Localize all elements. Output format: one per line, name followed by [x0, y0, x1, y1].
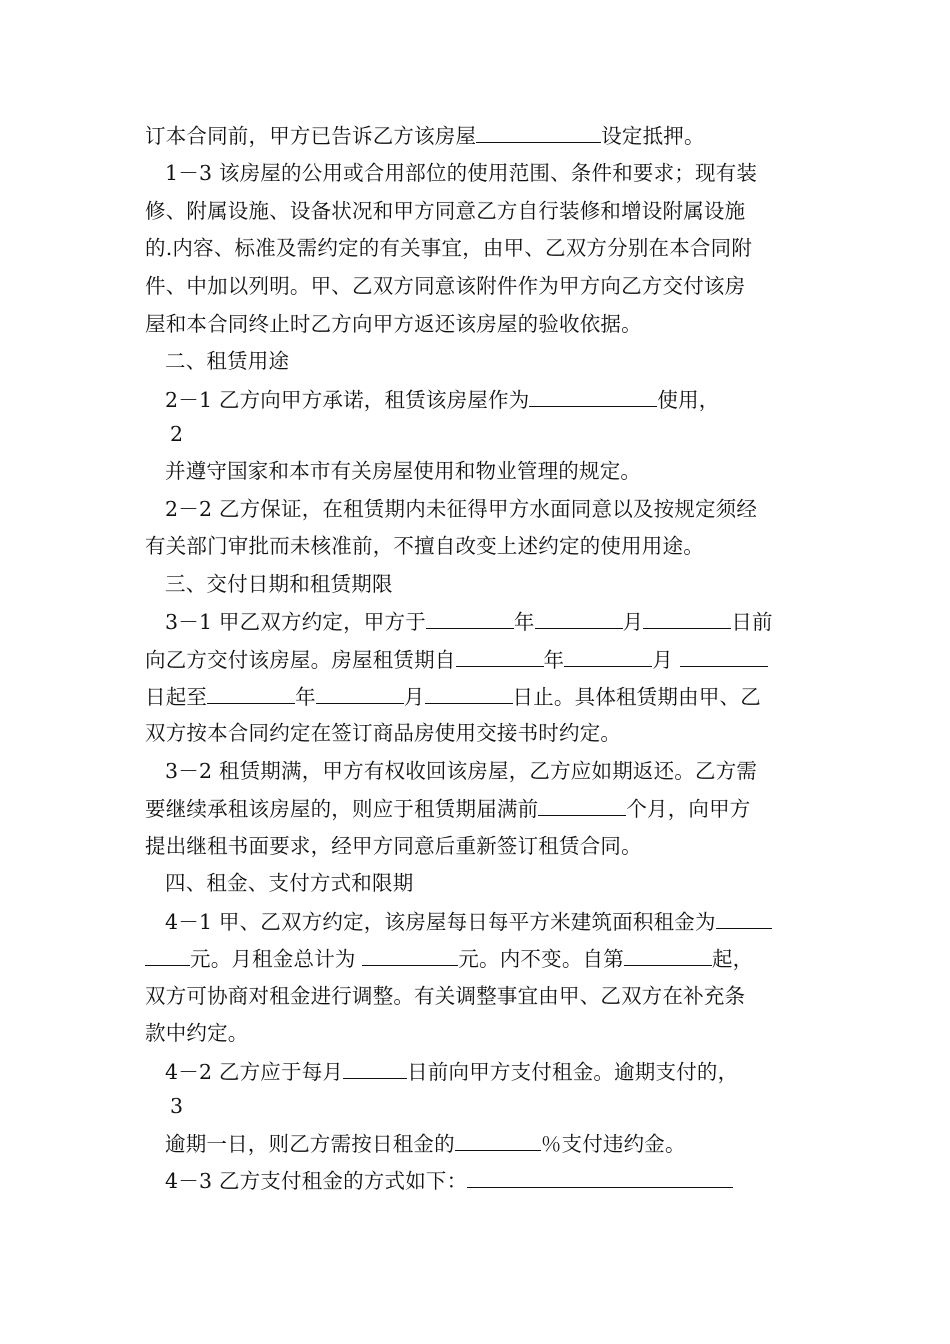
line-text: 使用， — [657, 388, 720, 412]
text-line-18 — [165, 756, 830, 786]
line-text: 月 — [652, 648, 680, 672]
line-text: 2 — [170, 422, 184, 446]
text-line-1 — [145, 120, 810, 151]
fill-in-blank[interactable] — [343, 1056, 407, 1079]
fill-in-blank[interactable] — [316, 681, 404, 704]
text-line-9 — [170, 419, 835, 449]
line-text: 双方按本合同约定在签订商品房使用交接书时约定。 — [145, 721, 622, 745]
text-line-15 — [145, 644, 810, 675]
line-text: ％支付违约金。 — [540, 1132, 686, 1156]
text-line-22 — [165, 906, 830, 937]
line-text: 月 — [622, 610, 644, 634]
text-line-26 — [165, 1056, 830, 1087]
line-text: 二、租赁用途 — [165, 349, 290, 373]
text-line-16 — [145, 681, 810, 712]
text-line-6 — [145, 309, 810, 339]
fill-in-blank[interactable] — [456, 644, 544, 667]
line-text: 设定抵押。 — [601, 124, 705, 148]
line-text: 件、中加以列明。甲、乙双方同意该附件作为甲方向乙方交付该房 — [145, 274, 746, 298]
text-line-7 — [165, 346, 830, 376]
line-text: 起， — [711, 947, 754, 971]
text-line-28 — [165, 1128, 830, 1159]
fill-in-blank[interactable] — [624, 943, 712, 966]
fill-in-blank[interactable] — [716, 906, 772, 929]
fill-in-blank[interactable] — [455, 1128, 541, 1151]
text-line-19 — [145, 793, 810, 824]
text-line-29 — [165, 1165, 830, 1196]
line-text: 4－1 甲、乙双方约定，该房屋每日每平方米建筑面积租金为 — [165, 910, 716, 934]
text-line-27 — [170, 1091, 835, 1121]
line-text: 2－2 乙方保证，在租赁期内未征得甲方水面同意以及按规定须经 — [165, 497, 758, 521]
text-line-2 — [165, 158, 830, 188]
line-text: 日止。具体租赁期由甲、乙 — [512, 685, 761, 709]
line-text: 元。内不变。自第 — [458, 947, 624, 971]
line-text: 并遵守国家和本市有关房屋使用和物业管理的规定。 — [165, 459, 642, 483]
line-text: 有关部门审批而未核准前，不擅自改变上述约定的使用用途。 — [145, 534, 704, 558]
line-text: 个月，向甲方 — [626, 797, 751, 821]
text-line-10 — [165, 456, 830, 486]
line-text: 三、交付日期和租赁期限 — [165, 572, 393, 596]
line-text: 款中约定。 — [145, 1021, 249, 1045]
line-text: 年 — [543, 648, 565, 672]
fill-in-blank[interactable] — [362, 943, 458, 966]
fill-in-blank[interactable] — [467, 1165, 733, 1188]
line-text: 逾期一日，则乙方需按日租金的 — [165, 1132, 455, 1156]
fill-in-blank[interactable] — [207, 681, 295, 704]
text-line-12 — [145, 531, 810, 561]
text-line-17 — [145, 718, 810, 748]
line-text: 3 — [170, 1094, 184, 1118]
line-text: 修、附属设施、设备状况和甲方同意乙方自行装修和增设附属设施 — [145, 199, 746, 223]
line-text: 向乙方交付该房屋。房屋租赁期自 — [145, 648, 456, 672]
line-text: 要继续承租该房屋的，则应于租赁期届满前 — [145, 797, 539, 821]
fill-in-blank[interactable] — [564, 644, 652, 667]
fill-in-blank[interactable] — [680, 644, 768, 667]
line-text: 屋和本合同终止时乙方向甲方返还该房屋的验收依据。 — [145, 312, 642, 336]
fill-in-blank[interactable] — [425, 681, 513, 704]
line-text: 年 — [295, 685, 316, 709]
line-text: 日前向甲方支付租金。逾期支付的， — [407, 1060, 739, 1084]
line-text: 3－2 租赁期满，甲方有权收回该房屋，乙方应如期返还。乙方需 — [165, 759, 758, 783]
line-text: 四、租金、支付方式和限期 — [165, 871, 414, 895]
text-line-11 — [165, 494, 830, 524]
fill-in-blank[interactable] — [426, 606, 514, 629]
line-text: 1－3 该房屋的公用或合用部位的使用范围、条件和要求；现有装 — [165, 161, 758, 185]
fill-in-blank[interactable] — [145, 943, 190, 966]
text-line-8 — [165, 384, 830, 415]
line-text: 的.内容、标准及需约定的有关事宜，由甲、乙双方分别在本合同附 — [145, 236, 753, 260]
text-line-21 — [165, 868, 830, 898]
line-text: 2－1 乙方向甲方承诺，租赁该房屋作为 — [165, 388, 530, 412]
text-line-5 — [145, 271, 810, 301]
fill-in-blank[interactable] — [643, 606, 731, 629]
line-text: 年 — [513, 610, 535, 634]
text-line-25 — [145, 1018, 810, 1048]
fill-in-blank[interactable] — [538, 793, 626, 816]
line-text: 双方可协商对租金进行调整。有关调整事宜由甲、乙双方在补充条 — [145, 984, 746, 1008]
text-line-3 — [145, 196, 810, 226]
text-line-24 — [145, 981, 810, 1011]
text-line-23 — [145, 943, 810, 974]
line-text: 日起至 — [145, 685, 208, 709]
line-text: 4－3 乙方支付租金的方式如下： — [165, 1169, 468, 1193]
line-text: 元。月租金总计为 — [190, 947, 363, 971]
line-text: 日前 — [731, 610, 773, 634]
line-text: 4－2 乙方应于每月 — [165, 1060, 344, 1084]
line-text: 订本合同前，甲方已告诉乙方该房屋 — [145, 124, 477, 148]
text-line-20 — [145, 831, 810, 861]
text-line-14 — [165, 606, 830, 637]
text-line-13 — [165, 569, 830, 599]
line-text: 提出继租书面要求，经甲方同意后重新签订租赁合同。 — [145, 834, 642, 858]
fill-in-blank[interactable] — [535, 606, 623, 629]
fill-in-blank[interactable] — [529, 384, 657, 407]
line-text: 月 — [403, 685, 425, 709]
text-line-4 — [145, 233, 810, 263]
line-text: 3－1 甲乙双方约定，甲方于 — [165, 610, 426, 634]
fill-in-blank[interactable] — [476, 120, 601, 143]
